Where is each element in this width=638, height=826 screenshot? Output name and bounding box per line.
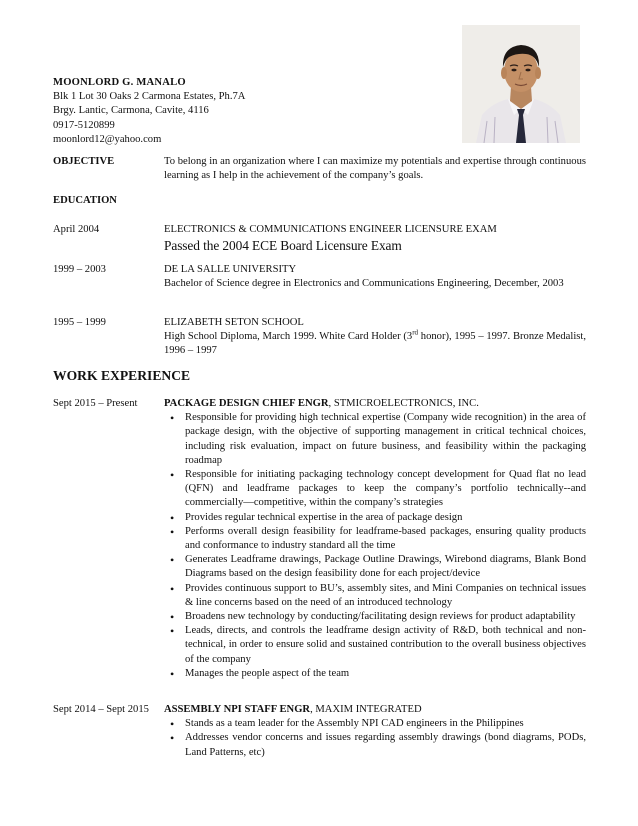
job-date: Sept 2014 – Sept 2015 xyxy=(53,704,149,715)
education-entry xyxy=(53,316,586,359)
list-item: • Leads, directs, and controls the leadframe design activity of R&D, both technical and non-technical, in order to ensure solid and sustained contribution to the overall business objectives of the company xyxy=(164,624,586,667)
list-item: • Generates Leadframe drawings, Package Outline Drawings, Wirebond diagrams, Blank Bond Diagrams based on the design feasibility done for each project/device xyxy=(164,553,586,581)
job-entry xyxy=(53,397,586,681)
education-heading: EDUCATION xyxy=(53,195,117,206)
address-line-2: Brgy. Lantic, Carmona, Cavite, 4116 xyxy=(53,105,209,117)
education-title: ELIZABETH SETON SCHOOL xyxy=(164,317,304,328)
job-company: , STMICROELECTRONICS, INC. xyxy=(328,398,479,409)
job-company: , MAXIM INTEGRATED xyxy=(310,704,422,715)
email-address: moonlord12@yahoo.com xyxy=(53,133,162,145)
contact-block xyxy=(53,76,245,147)
list-item: • Addresses vendor concerns and issues regarding assembly drawings (bond diagrams, PODs, Land Patterns, etc) xyxy=(164,731,586,759)
list-item: • Broadens new technology by conducting/facilitating design reviews for product adaptability xyxy=(164,610,586,624)
list-item: • Responsible for providing high technical expertise (Company wide recognition) in the area of package design, with the objective of supporting management in critical technical choices, including risk evaluation, impact on future business, and feasibility within the packaging roadmap xyxy=(164,411,586,468)
objective-section xyxy=(53,155,586,183)
education-date: April 2004 xyxy=(53,224,100,235)
objective-label: OBJECTIVE xyxy=(53,156,115,167)
education-title: DE LA SALLE UNIVERSITY xyxy=(164,264,297,275)
list-item: • Responsible for initiating packaging technology concept development for Quad flat no lead (QFN) and leadframe packages to keep the company’s portfolio technically--and commercially—competitive, within the company’s strategies xyxy=(164,468,586,511)
phone-number: 0917-5120899 xyxy=(53,119,115,131)
list-item: • Provides regular technical expertise in the area of package design xyxy=(164,511,586,525)
list-item: • Provides continuous support to BU’s, assembly sites, and Mini Companies on technical issues & line concerns based on the need of an introduced technology xyxy=(164,582,586,610)
education-title: ELECTRONICS & COMMUNICATIONS ENGINEER LICENSURE EXAM xyxy=(164,224,497,235)
job-responsibilities xyxy=(164,717,586,760)
education-entry xyxy=(53,223,586,254)
education-detail: Passed the 2004 ECE Board Licensure Exam xyxy=(164,238,402,254)
education-detail: Bachelor of Science degree in Electronics and Communications Engineering, December, 2003 xyxy=(164,278,564,290)
address-line-1: Blk 1 Lot 30 Oaks 2 Carmona Estates, Ph.7A xyxy=(53,91,246,103)
education-date: 1995 – 1999 xyxy=(53,317,106,328)
education-detail: High School Diploma, March 1999. White Card Holder (3rd honor), 1995 – 1997. Bronze Medalist, 1996 – 1997 xyxy=(164,328,586,357)
job-entry xyxy=(53,703,586,760)
job-responsibilities xyxy=(164,411,586,681)
education-entry xyxy=(53,263,586,291)
list-item: • Performs overall design feasibility for leadframe-based packages, ensuring quality products and conformance to industry standard all the time xyxy=(164,525,586,553)
list-item: • Stands as a team leader for the Assembly NPI CAD engineers in the Philippines xyxy=(164,717,586,731)
objective-text: To belong in an organization where I can maximize my potentials and expertise through continuous learning as I help in the achievement of the company’s goals. xyxy=(164,156,586,182)
profile-photo xyxy=(462,25,580,143)
education-date: 1999 – 2003 xyxy=(53,264,106,275)
job-heading xyxy=(164,703,586,717)
list-item: • Manages the people aspect of the team xyxy=(164,667,586,681)
work-experience-heading: WORK EXPERIENCE xyxy=(53,368,191,383)
job-heading xyxy=(164,397,586,411)
job-title: ASSEMBLY NPI STAFF ENGR xyxy=(164,704,311,715)
job-title: PACKAGE DESIGN CHIEF ENGR xyxy=(164,398,329,409)
candidate-name: MOONLORD G. MANALO xyxy=(53,77,186,88)
job-date: Sept 2015 – Present xyxy=(53,398,138,409)
